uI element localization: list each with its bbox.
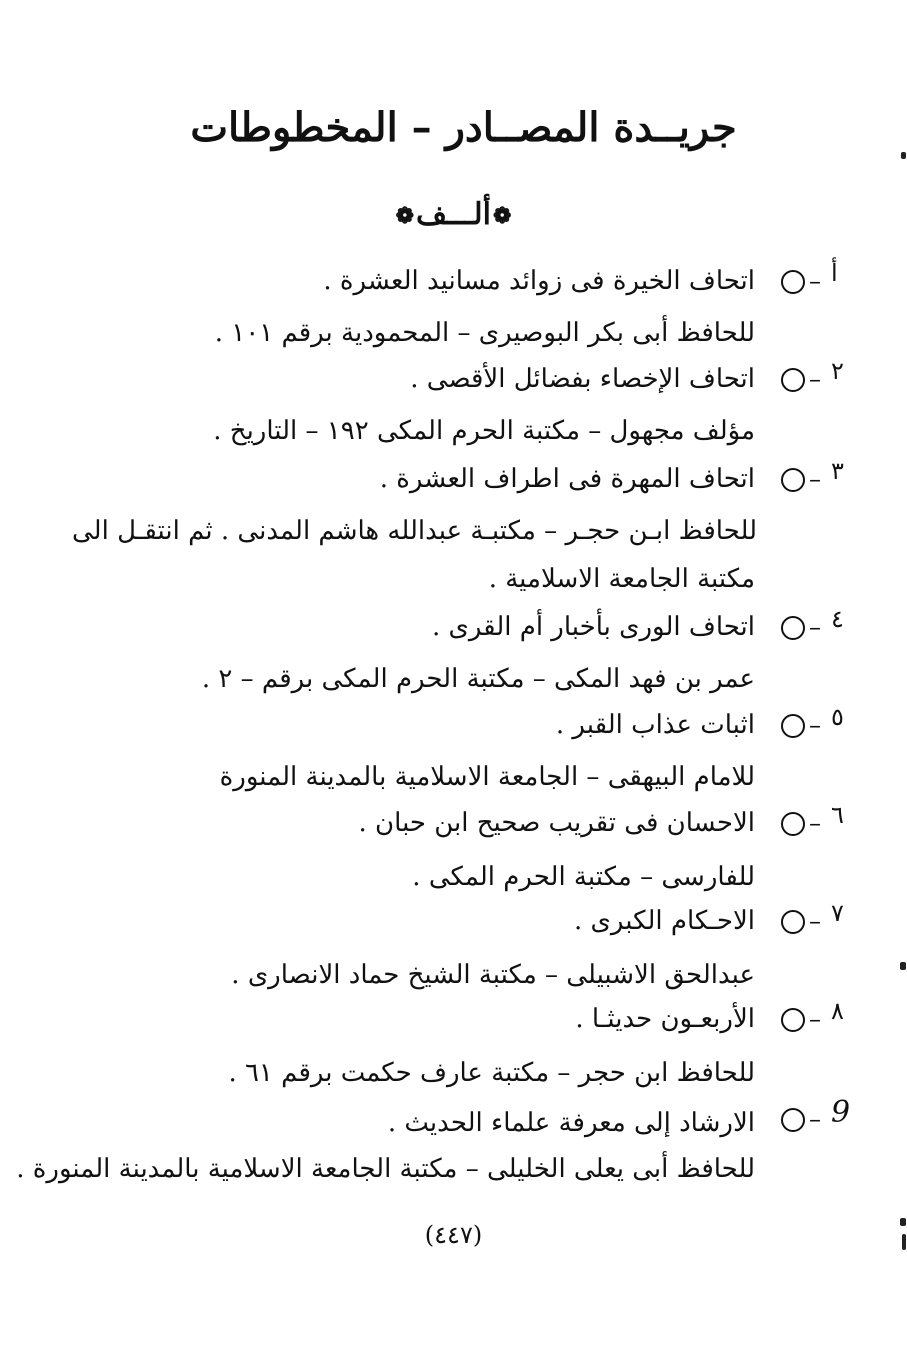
entry-source: عبدالحق الاشبيلى – مكتبة الشيخ حماد الانصارى .: [231, 960, 755, 990]
page-title: جريــدة المصــادر – المخطوطات: [190, 104, 737, 151]
scan-speck: [900, 962, 906, 970]
page-number: (٤٤٧): [424, 1221, 483, 1249]
circle-icon: [781, 812, 805, 836]
entry-number: 9: [831, 1095, 851, 1130]
entry-marker: [755, 1096, 851, 1142]
dash-icon: –: [809, 613, 821, 641]
entry-title: الاحسان فى تقريب صحيح ابن حبان .: [358, 808, 755, 838]
circle-icon: [781, 468, 805, 492]
section-label: ألـــف: [416, 197, 491, 232]
scan-speck: [901, 152, 906, 159]
dash-icon: –: [809, 267, 821, 295]
circle-icon: [781, 910, 805, 934]
dash-icon: –: [809, 465, 821, 493]
entry-number: ٥: [831, 703, 844, 731]
ornament-icon: ❁: [395, 203, 415, 229]
entry-title: الارشاد إلى معرفة علماء الحديث .: [387, 1108, 755, 1138]
entry-number: ٧: [831, 899, 844, 927]
entry-number: ٦: [831, 801, 844, 829]
entry-source: للحافظ أبى يعلى الخليلى – مكتبة الجامعة الاسلامية بالمدينة المنورة .: [16, 1154, 755, 1184]
dash-icon: –: [809, 1105, 821, 1133]
ornament-icon: ❁: [492, 203, 512, 229]
scan-speck: [902, 1234, 906, 1250]
circle-icon: [781, 1108, 805, 1132]
dash-icon: –: [809, 907, 821, 935]
entry-title: اتحاف الإخصاء بفضائل الأقصى .: [410, 364, 755, 394]
entry-source: للحافظ أبى بكر البوصيرى – المحمودية برقم ١٠١ .: [214, 318, 755, 348]
entry-number: ٨: [831, 997, 844, 1025]
entry-source: للحافظ ابن حجر – مكتبة عارف حكمت برقم ٦١ .: [228, 1058, 755, 1088]
entry-source: للحافظ ابـن حجـر – مكتبـة عبدالله هاشم المدنى . ثم انتقـل الى: [71, 516, 757, 546]
entry-marker: [755, 604, 851, 650]
entry-source: عمر بن فهد المكى – مكتبة الحرم المكى برقم – ٢ .: [201, 664, 755, 694]
entry-title: اتحاف الخيرة فى زوائد مسانيد العشرة .: [323, 266, 755, 296]
entry-marker: [755, 996, 851, 1042]
entry-marker: [755, 456, 851, 502]
dash-icon: –: [809, 711, 821, 739]
entry-number: أ: [831, 259, 838, 287]
circle-icon: [781, 714, 805, 738]
dash-icon: –: [809, 1005, 821, 1033]
entry-number: ٤: [831, 605, 844, 633]
entry-number: ٢: [831, 357, 844, 385]
entry-marker: [755, 898, 851, 944]
dash-icon: –: [809, 365, 821, 393]
entry-number: ٣: [831, 457, 844, 485]
entry-title: الاحـكام الكبرى .: [574, 906, 755, 936]
scan-speck: [900, 1218, 906, 1226]
circle-icon: [781, 270, 805, 294]
entry-title: الأربعـون حديثـا .: [575, 1004, 755, 1034]
entry-title: اثبات عذاب القبر .: [555, 710, 755, 740]
entry-source: للفارسى – مكتبة الحرم المكى .: [412, 862, 755, 892]
entry-marker: [755, 702, 851, 748]
dash-icon: –: [809, 809, 821, 837]
circle-icon: [781, 368, 805, 392]
entry-source: للامام البيهقى – الجامعة الاسلامية بالمدينة المنورة: [219, 762, 755, 792]
entry-title: اتحاف الورى بأخبار أم القرى .: [431, 612, 755, 642]
entry-marker: [755, 356, 851, 402]
entry-marker: [755, 258, 851, 304]
circle-icon: [781, 1008, 805, 1032]
entry-marker: [755, 800, 851, 846]
circle-icon: [781, 616, 805, 640]
entry-title: اتحاف المهرة فى اطراف العشرة .: [379, 464, 755, 494]
entry-source: مؤلف مجهول – مكتبة الحرم المكى ١٩٢ – التاريخ .: [213, 416, 755, 446]
entry-source: مكتبة الجامعة الاسلامية .: [488, 564, 755, 594]
section-heading: [0, 190, 907, 241]
